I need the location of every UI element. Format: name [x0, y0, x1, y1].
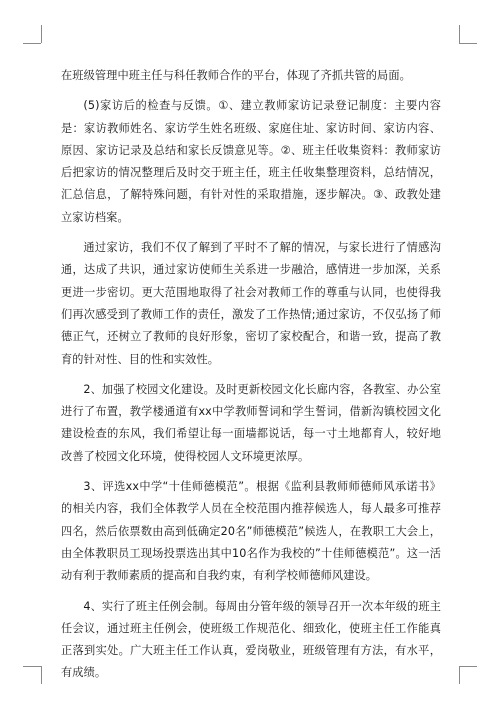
paragraph-ethics-models: 3、评选xx中学“十佳师德模范”。根据《监利县教师师德师风承诺书》的相关内容，我们全体教学人员在全校范围内推荐候选人，每人最多可推荐四名，然后依票数由高到低确定20名”师德模范”候选人，在教职工大会上，由全体教职员工现场投票选出其中10名作为我校的”十佳师德模范”。这一活动有利于教师素质的提高和自我约束，有利学校师德师风建设。 [61, 480, 441, 583]
paragraph-class-teacher-meeting: 4、实行了班主任例会制。每周由分管年级的领导召开一次本年级的班主任会议，通过班主任例会，使班级工作规范化、细致化，使班主任工作能真正落到实处。广大班主任工作认真，爱岗敬业，班级管理有方法，有水平，有成绩。 [61, 599, 441, 680]
paragraph-continuation: 在班级管理中班主任与科任教师合作的平台，体现了齐抓共管的局面。 [61, 69, 411, 82]
paragraph-campus-culture: 2、加强了校园文化建设。及时更新校园文化长廊内容，各教室、办公室进行了布置，教学楼通道有xx中学教师誓词和学生誓词，借新沟镇校园文化建设检查的东风，我们希望让每一面墙都说话，每一寸土地都育人，较好地改善了校园文化环境，使得校园人文环境更浓厚。 [61, 382, 441, 463]
paragraph-home-visit-results: 通过家访，我们不仅了解到了平时不了解的情况，与家长进行了情感沟通，达成了共识，通过家访使师生关系进一步融洽，感情进一步加深，关系更进一步密切。更大范围地取得了社会对教师工作的尊重与认同，也使得我们再次感受到了教师工作的责任，激发了工作热情;通过家访，不仅弘扬了师德正气，还树立了教师的良好形象，密切了家校配合，和谐一致，提高了教育的针对性、目的性和实效性。 [61, 241, 441, 366]
document-body [61, 65, 441, 693]
paragraph-home-visit-feedback: (5)家访后的检查与反馈。①、建立教师家访记录登记制度：主要内容是：家访教师姓名、家访学生姓名班级、家庭住址、家访时间、家访内容、原因、家访记录及总结和家长反馈意见等。②、班主任收集资料：教师家访后把家访的情况整理后及时交于班主任，班主任收集整理资料，总结情况，汇总信息，了解特殊问题，有针对性的采取措施，逐步解决。③、政教处建立家访档案。 [61, 99, 441, 224]
